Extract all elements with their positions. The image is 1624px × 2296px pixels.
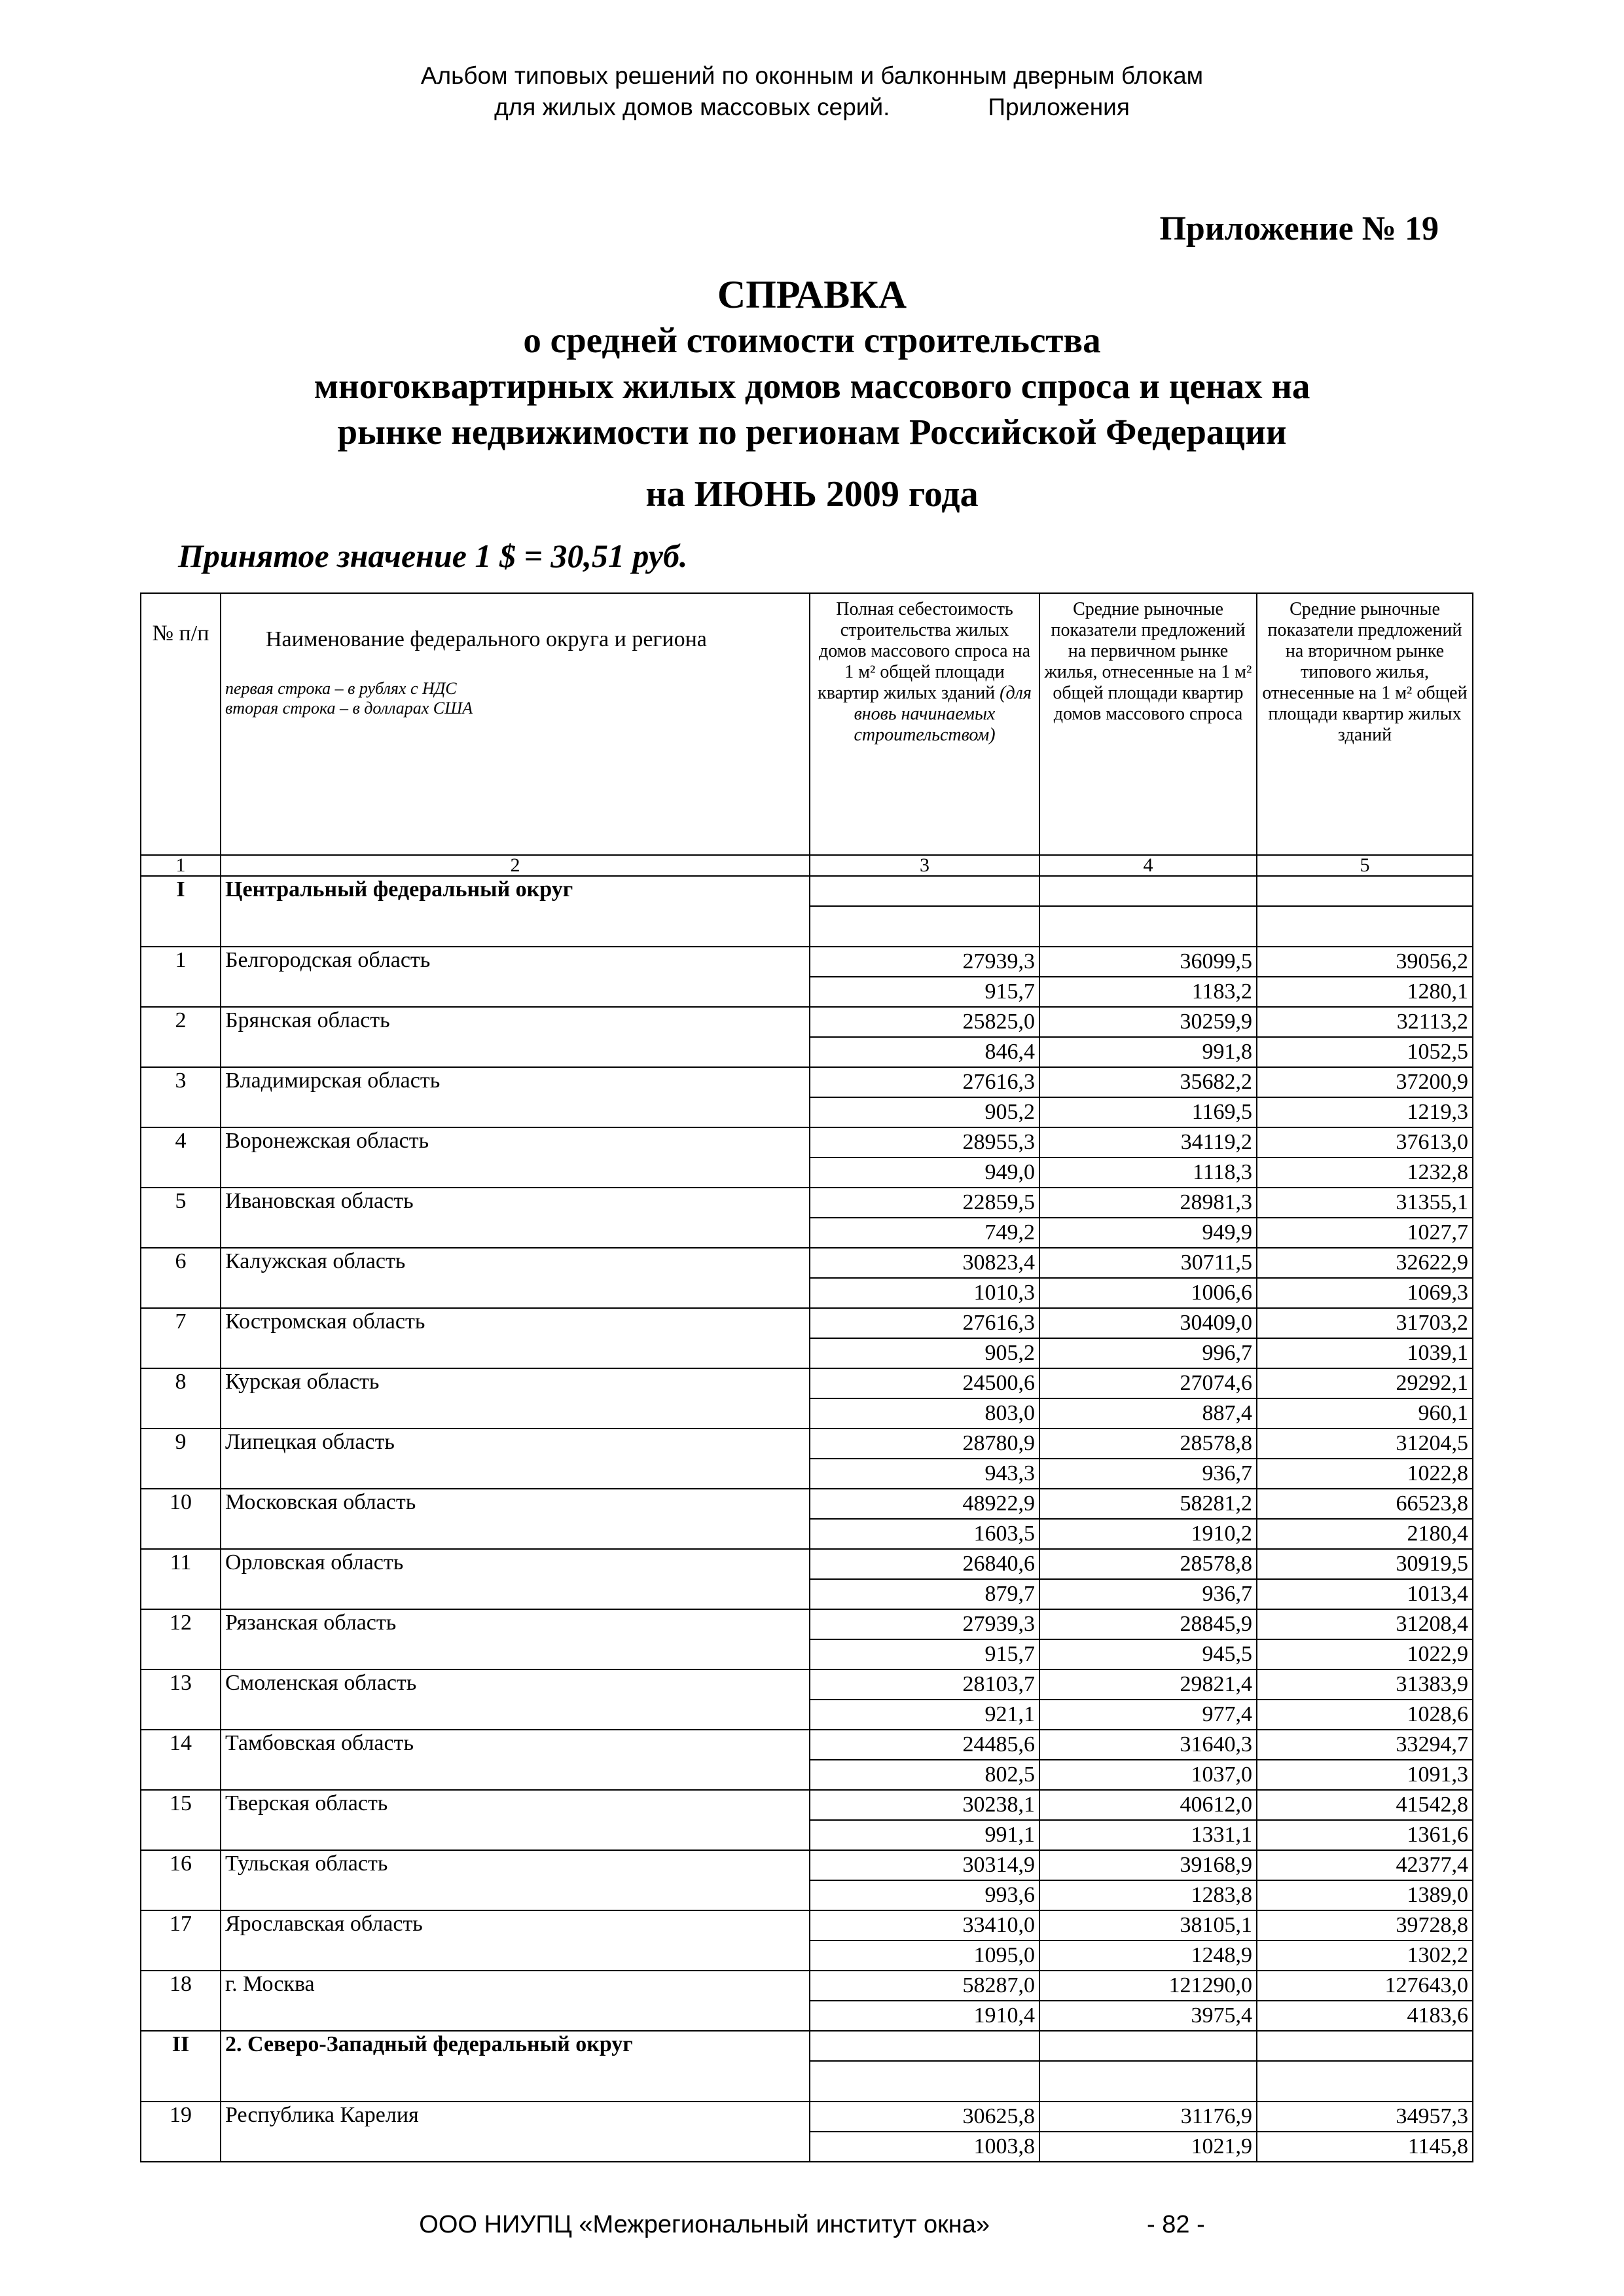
row-number: 15	[141, 1790, 221, 1850]
row-number: 10	[141, 1489, 221, 1549]
value-rub: 31176,9	[1039, 2102, 1257, 2132]
value-rub: 30919,5	[1257, 1549, 1473, 1579]
value-rub: 36099,5	[1039, 947, 1257, 977]
value-rub: 121290,0	[1039, 1971, 1257, 2001]
value-usd: 1280,1	[1257, 977, 1473, 1007]
value-usd: 803,0	[810, 1398, 1039, 1429]
empty-cell	[810, 2061, 1039, 2102]
region-name: Липецкая область	[221, 1429, 810, 1489]
header-line-2	[0, 92, 1624, 123]
value-usd: 991,1	[810, 1820, 1039, 1850]
value-rub: 58281,2	[1039, 1489, 1257, 1519]
table-row	[141, 1248, 1473, 1278]
value-rub: 30711,5	[1039, 1248, 1257, 1278]
value-rub: 41542,8	[1257, 1790, 1473, 1820]
value-usd: 1028,6	[1257, 1700, 1473, 1730]
colnum-2: 2	[221, 855, 810, 876]
value-usd: 905,2	[810, 1097, 1039, 1127]
row-number: 14	[141, 1730, 221, 1790]
colnum-1: 1	[141, 855, 221, 876]
cost-table	[140, 592, 1473, 2162]
value-usd: 996,7	[1039, 1338, 1257, 1368]
row-number: 18	[141, 1971, 221, 2031]
section-name: Центральный федеральный округ	[221, 876, 810, 947]
table-row	[141, 1489, 1473, 1519]
footer-org: ООО НИУПЦ «Межрегиональный институт окна»	[419, 2211, 990, 2238]
region-name: г. Москва	[221, 1971, 810, 2031]
region-name: Рязанская область	[221, 1609, 810, 1669]
value-usd: 921,1	[810, 1700, 1039, 1730]
value-rub: 29821,4	[1039, 1669, 1257, 1700]
region-name: Калужская область	[221, 1248, 810, 1308]
row-number: 17	[141, 1910, 221, 1971]
value-usd: 960,1	[1257, 1398, 1473, 1429]
value-rub: 39056,2	[1257, 947, 1473, 977]
value-rub: 38105,1	[1039, 1910, 1257, 1941]
page-footer	[0, 2211, 1624, 2239]
value-rub: 33294,7	[1257, 1730, 1473, 1760]
header-line-2-right: Приложения	[988, 94, 1130, 120]
value-usd: 1006,6	[1039, 1278, 1257, 1308]
empty-cell	[810, 2031, 1039, 2061]
value-rub: 37200,9	[1257, 1067, 1473, 1097]
value-usd: 949,9	[1039, 1218, 1257, 1248]
value-rub: 31204,5	[1257, 1429, 1473, 1459]
document-title	[0, 272, 1624, 455]
value-usd: 1069,3	[1257, 1278, 1473, 1308]
colnum-5: 5	[1257, 855, 1473, 876]
region-name: Курская область	[221, 1368, 810, 1429]
empty-cell	[810, 906, 1039, 947]
value-usd: 1331,1	[1039, 1820, 1257, 1850]
value-rub: 39728,8	[1257, 1910, 1473, 1941]
value-rub: 28845,9	[1039, 1609, 1257, 1639]
header-col-region	[221, 593, 810, 855]
value-usd: 1603,5	[810, 1519, 1039, 1549]
value-rub: 40612,0	[1039, 1790, 1257, 1820]
empty-cell	[1039, 876, 1257, 906]
table-row	[141, 1188, 1473, 1218]
header-col-primary: Средние рыночные показатели предложений на первичном рынке жилья, отнесенные на 1 м² общей площади квартир домов массового спроса	[1039, 593, 1257, 855]
header-line-2-left: для жилых домов массовых серий.	[494, 94, 890, 120]
region-name: Тверская область	[221, 1790, 810, 1850]
value-usd: 1232,8	[1257, 1157, 1473, 1188]
table-row	[141, 1850, 1473, 1880]
table-row	[141, 947, 1473, 977]
value-usd: 977,4	[1039, 1700, 1257, 1730]
value-usd: 949,0	[810, 1157, 1039, 1188]
region-name: Тамбовская область	[221, 1730, 810, 1790]
header-region-label: Наименование федерального округа и региона	[266, 627, 707, 651]
value-rub: 32622,9	[1257, 1248, 1473, 1278]
colnum-3: 3	[810, 855, 1039, 876]
table-row	[141, 1368, 1473, 1398]
value-rub: 27074,6	[1039, 1368, 1257, 1398]
value-rub: 24485,6	[810, 1730, 1039, 1760]
header-note-usd: вторая строка – в долларах США	[225, 699, 473, 718]
page-number: - 82 -	[1147, 2211, 1205, 2238]
table-header-row	[141, 593, 1473, 855]
colnum-4: 4	[1039, 855, 1257, 876]
value-usd: 1145,8	[1257, 2132, 1473, 2162]
value-usd: 802,5	[810, 1760, 1039, 1790]
value-rub: 26840,6	[810, 1549, 1039, 1579]
value-usd: 905,2	[810, 1338, 1039, 1368]
region-name: Ярославская область	[221, 1910, 810, 1971]
value-rub: 30238,1	[810, 1790, 1039, 1820]
empty-cell	[1257, 876, 1473, 906]
value-rub: 28981,3	[1039, 1188, 1257, 1218]
value-rub: 33410,0	[810, 1910, 1039, 1941]
value-usd: 945,5	[1039, 1639, 1257, 1669]
value-usd: 1021,9	[1039, 2132, 1257, 2162]
header-col-secondary: Средние рыночные показатели предложений на вторичном рынке типового жилья, отнесенные на 1 м² общей площади квартир жилых зданий	[1257, 593, 1473, 855]
region-name: Республика Карелия	[221, 2102, 810, 2162]
value-usd: 936,7	[1039, 1579, 1257, 1609]
header-col-number: № п/п	[141, 593, 221, 855]
region-name: Костромская область	[221, 1308, 810, 1368]
value-usd: 1361,6	[1257, 1820, 1473, 1850]
value-rub: 29292,1	[1257, 1368, 1473, 1398]
empty-cell	[810, 876, 1039, 906]
table-row	[141, 1669, 1473, 1700]
value-usd: 1039,1	[1257, 1338, 1473, 1368]
value-usd: 1118,3	[1039, 1157, 1257, 1188]
value-rub: 28955,3	[810, 1127, 1039, 1157]
value-rub: 24500,6	[810, 1368, 1039, 1398]
table-row	[141, 1549, 1473, 1579]
value-rub: 25825,0	[810, 1007, 1039, 1037]
region-name: Белгородская область	[221, 947, 810, 1007]
region-name: Воронежская область	[221, 1127, 810, 1188]
value-rub: 28103,7	[810, 1669, 1039, 1700]
row-number: 4	[141, 1127, 221, 1188]
empty-cell	[1257, 2031, 1473, 2061]
value-usd: 991,8	[1039, 1037, 1257, 1067]
value-rub: 37613,0	[1257, 1127, 1473, 1157]
value-usd: 1283,8	[1039, 1880, 1257, 1910]
value-usd: 1091,3	[1257, 1760, 1473, 1790]
value-usd: 1095,0	[810, 1941, 1039, 1971]
value-rub: 127643,0	[1257, 1971, 1473, 2001]
value-rub: 30409,0	[1039, 1308, 1257, 1338]
value-rub: 39168,9	[1039, 1850, 1257, 1880]
period: на ИЮНЬ 2009 года	[645, 474, 979, 515]
section-row	[141, 2031, 1473, 2061]
value-usd: 1010,3	[810, 1278, 1039, 1308]
empty-cell	[1039, 906, 1257, 947]
value-rub: 42377,4	[1257, 1850, 1473, 1880]
value-usd: 1389,0	[1257, 1880, 1473, 1910]
region-name: Смоленская область	[221, 1669, 810, 1730]
row-number: 2	[141, 1007, 221, 1067]
header-col-cost: Полная себестоимость строительства жилых домов массового спроса на 1 м² общей площади квартир жилых зданий (для вновь начинаемых строительством)	[810, 593, 1039, 855]
value-usd: 1022,8	[1257, 1459, 1473, 1489]
table-row	[141, 1609, 1473, 1639]
value-rub: 66523,8	[1257, 1489, 1473, 1519]
value-rub: 58287,0	[810, 1971, 1039, 2001]
section-name: 2. Северо-Западный федеральный округ	[221, 2031, 810, 2102]
value-usd: 749,2	[810, 1218, 1039, 1248]
row-number: 5	[141, 1188, 221, 1248]
empty-cell	[1257, 2061, 1473, 2102]
row-number: 13	[141, 1669, 221, 1730]
value-usd: 1169,5	[1039, 1097, 1257, 1127]
value-rub: 31383,9	[1257, 1669, 1473, 1700]
value-usd: 993,6	[810, 1880, 1039, 1910]
empty-cell	[1039, 2061, 1257, 2102]
value-usd: 1013,4	[1257, 1579, 1473, 1609]
header-note-rub: первая строка – в рублях с НДС	[225, 679, 457, 698]
table-row	[141, 1308, 1473, 1338]
value-usd: 1037,0	[1039, 1760, 1257, 1790]
row-number: 7	[141, 1308, 221, 1368]
value-rub: 30259,9	[1039, 1007, 1257, 1037]
title-line-4: рынке недвижимости по регионам Российской Федерации	[337, 412, 1287, 452]
value-usd: 943,3	[810, 1459, 1039, 1489]
region-name: Брянская область	[221, 1007, 810, 1067]
table-row	[141, 1730, 1473, 1760]
column-number-row	[141, 855, 1473, 876]
value-rub: 48922,9	[810, 1489, 1039, 1519]
value-usd: 846,4	[810, 1037, 1039, 1067]
title-line-2: о средней стоимости строительства	[523, 320, 1101, 360]
empty-cell	[1039, 2031, 1257, 2061]
value-rub: 31208,4	[1257, 1609, 1473, 1639]
value-usd: 915,7	[810, 977, 1039, 1007]
value-rub: 27939,3	[810, 947, 1039, 977]
value-usd: 4183,6	[1257, 2001, 1473, 2031]
value-rub: 32113,2	[1257, 1007, 1473, 1037]
exchange-rate: Принятое значение 1 $ = 30,51 руб.	[178, 538, 688, 574]
value-usd: 1022,9	[1257, 1639, 1473, 1669]
value-rub: 34957,3	[1257, 2102, 1473, 2132]
value-usd: 915,7	[810, 1639, 1039, 1669]
row-number: 16	[141, 1850, 221, 1910]
table-row	[141, 1429, 1473, 1459]
appendix-number: Приложение № 19	[1159, 210, 1439, 247]
row-number: 3	[141, 1067, 221, 1127]
value-rub: 27616,3	[810, 1308, 1039, 1338]
table-row	[141, 1910, 1473, 1941]
value-usd: 1052,5	[1257, 1037, 1473, 1067]
title-line-1: СПРАВКА	[717, 273, 907, 316]
value-rub: 31640,3	[1039, 1730, 1257, 1760]
region-name: Тульская область	[221, 1850, 810, 1910]
table-row	[141, 2102, 1473, 2132]
row-number: 6	[141, 1248, 221, 1308]
value-rub: 34119,2	[1039, 1127, 1257, 1157]
header-cost-note: (для вновь начинаемых строительством)	[854, 683, 1032, 745]
title-line-3: многоквартирных жилых домов массового спроса и ценах на	[314, 366, 1310, 406]
header-line-1: Альбом типовых решений по оконным и балконным дверным блокам	[420, 62, 1204, 89]
value-usd: 879,7	[810, 1579, 1039, 1609]
row-number: 19	[141, 2102, 221, 2162]
region-name: Владимирская область	[221, 1067, 810, 1127]
value-rub: 27939,3	[810, 1609, 1039, 1639]
value-usd: 1910,4	[810, 2001, 1039, 2031]
value-usd: 2180,4	[1257, 1519, 1473, 1549]
row-number: 8	[141, 1368, 221, 1429]
value-usd: 1003,8	[810, 2132, 1039, 2162]
value-usd: 1302,2	[1257, 1941, 1473, 1971]
value-usd: 3975,4	[1039, 2001, 1257, 2031]
section-number: II	[141, 2031, 221, 2102]
row-number: 1	[141, 947, 221, 1007]
value-rub: 28578,8	[1039, 1549, 1257, 1579]
table-row	[141, 1007, 1473, 1037]
table-row	[141, 1067, 1473, 1097]
value-rub: 35682,2	[1039, 1067, 1257, 1097]
row-number: 9	[141, 1429, 221, 1489]
value-rub: 30625,8	[810, 2102, 1039, 2132]
value-usd: 1183,2	[1039, 977, 1257, 1007]
value-rub: 30314,9	[810, 1850, 1039, 1880]
value-usd: 936,7	[1039, 1459, 1257, 1489]
value-usd: 1219,3	[1257, 1097, 1473, 1127]
empty-cell	[1257, 906, 1473, 947]
value-rub: 28780,9	[810, 1429, 1039, 1459]
table-row	[141, 1971, 1473, 2001]
value-usd: 1248,9	[1039, 1941, 1257, 1971]
table-row	[141, 1127, 1473, 1157]
table-row	[141, 1790, 1473, 1820]
page-header	[0, 60, 1624, 123]
value-rub: 30823,4	[810, 1248, 1039, 1278]
value-rub: 28578,8	[1039, 1429, 1257, 1459]
region-name: Ивановская область	[221, 1188, 810, 1248]
section-row	[141, 876, 1473, 906]
value-usd: 887,4	[1039, 1398, 1257, 1429]
value-rub: 31703,2	[1257, 1308, 1473, 1338]
section-number: I	[141, 876, 221, 947]
row-number: 12	[141, 1609, 221, 1669]
row-number: 11	[141, 1549, 221, 1609]
value-usd: 1027,7	[1257, 1218, 1473, 1248]
value-usd: 1910,2	[1039, 1519, 1257, 1549]
region-name: Московская область	[221, 1489, 810, 1549]
value-rub: 31355,1	[1257, 1188, 1473, 1218]
value-rub: 22859,5	[810, 1188, 1039, 1218]
region-name: Орловская область	[221, 1549, 810, 1609]
value-rub: 27616,3	[810, 1067, 1039, 1097]
